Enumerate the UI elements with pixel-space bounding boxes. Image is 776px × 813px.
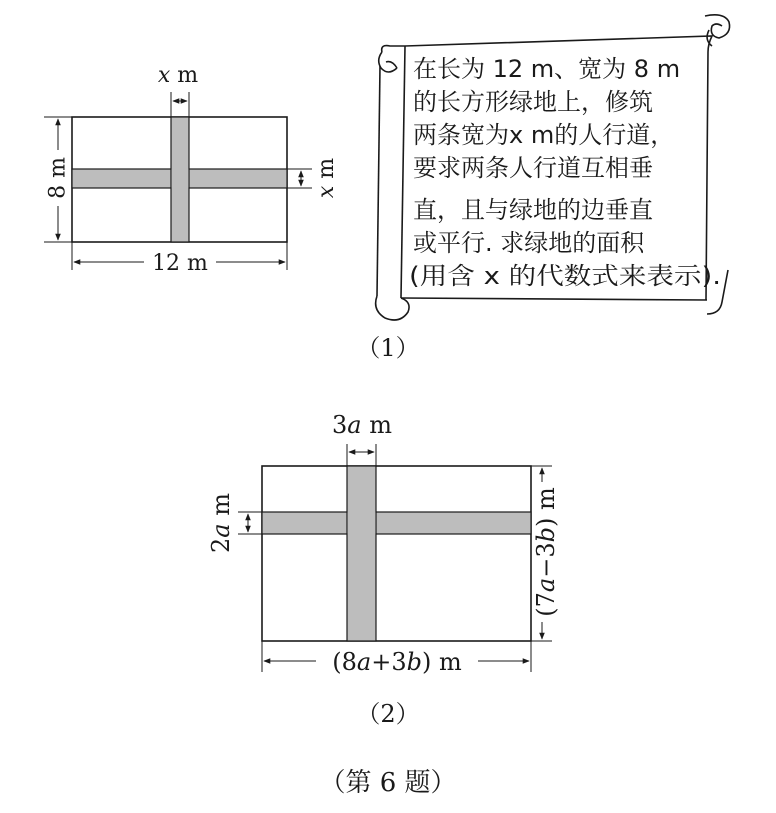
- scroll-text: [409, 55, 721, 290]
- scroll-line: 直，且与绿地的边垂直: [413, 196, 653, 224]
- right-width-label-1: x m: [314, 157, 339, 199]
- right-height-label-2: (7a−3b) m: [532, 487, 560, 617]
- scroll-line: 两条宽为x m的人行道，: [413, 121, 675, 149]
- vertical-path-2: [347, 466, 376, 641]
- scroll-line: 在长为 12 m、宽为 8 m: [413, 55, 681, 83]
- scroll-line: 的长方形绿地上，修筑: [413, 88, 653, 116]
- problem-caption: （第 6 题）: [319, 768, 457, 798]
- left-width-label-2: 2a m: [207, 493, 235, 553]
- horizontal-path-2: [262, 512, 531, 534]
- lawn-rect-2: [262, 466, 531, 641]
- scroll-line: 或平行. 求绿地的面积: [413, 229, 645, 257]
- top-width-label-2: 3a m: [332, 411, 392, 439]
- height-label-1: 8 m: [45, 157, 71, 199]
- caption-2: （2）: [356, 700, 420, 728]
- scroll-line: 要求两条人行道互相垂: [413, 154, 653, 182]
- figure-2: [207, 411, 560, 676]
- caption-1: （1）: [356, 334, 420, 362]
- bottom-length-label-2: (8a+3b) m: [332, 648, 462, 676]
- scroll-line: (用含 x 的代数式来表示).: [409, 262, 721, 290]
- length-label-1: 12 m: [152, 251, 208, 276]
- figure-1: [44, 63, 339, 276]
- top-width-label-1: x m: [157, 63, 199, 88]
